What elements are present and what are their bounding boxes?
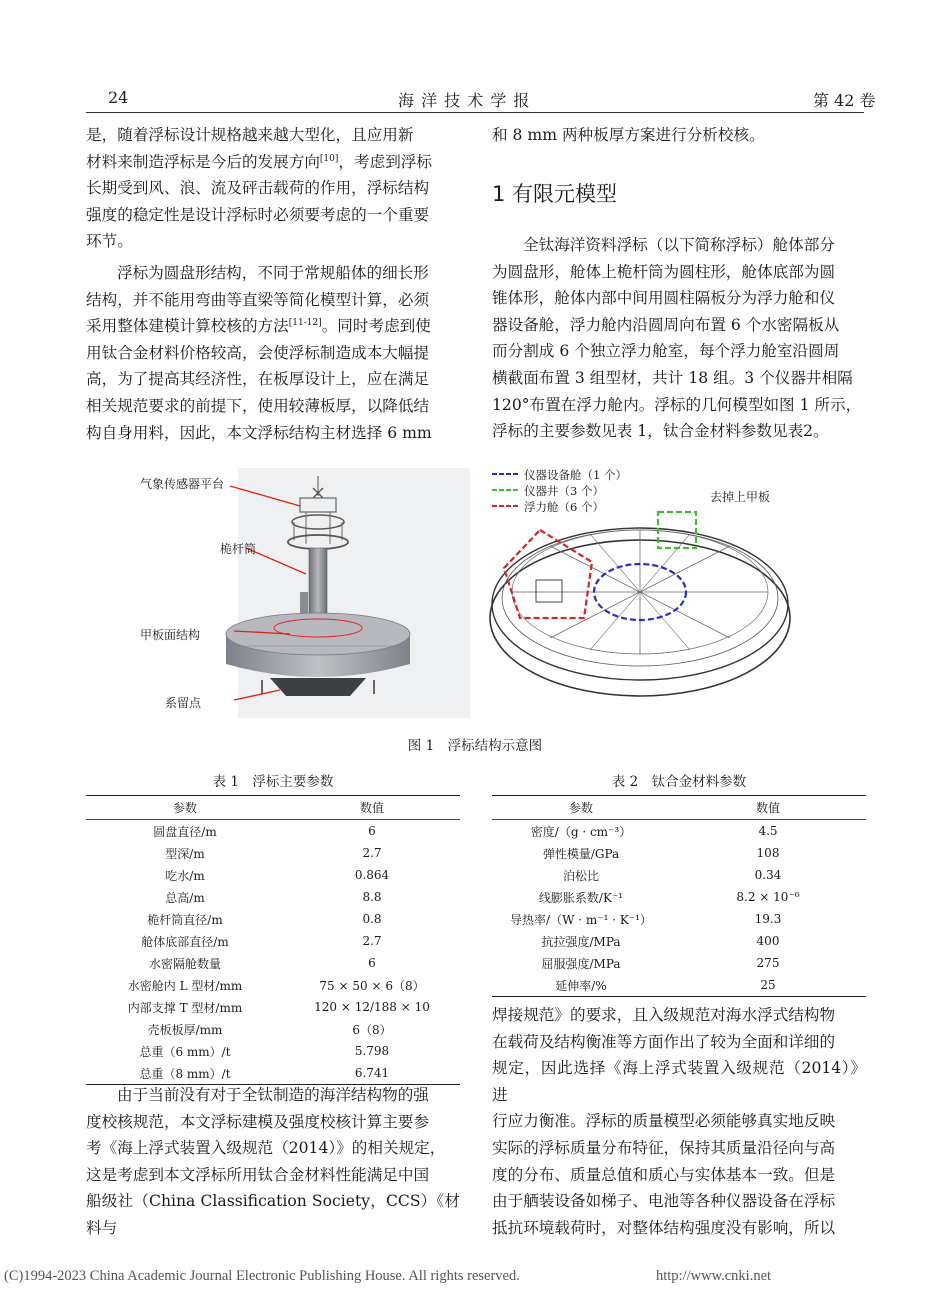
legend-instrument-well: 仪器井（3 个） (524, 484, 604, 498)
value-cell: 2.7 (362, 846, 382, 860)
table-row (492, 886, 866, 908)
journal-name: 海 洋 技 术 学 报 (398, 91, 531, 110)
table-row (492, 908, 866, 930)
label-weather-platform: 气象传感器平台 (140, 477, 225, 491)
value-cell: 19.3 (754, 912, 782, 926)
legend-instrument-cabin: 仪器设备舱（1 个） (524, 468, 627, 482)
table-row (86, 952, 460, 974)
value-cell: 25 (670, 974, 866, 997)
right-paragraph-3: 焊接规范》的要求，且入级规范对海水浮式结构物 在载荷及结构衡准等方面作出了较为全面和详细的 规定，因此选择《海上浮式装置入级规范（2014）》进 行应力衡准。浮标的质量模型必须能够真实地反映 实际的浮标质量分布特征，保持其质量沿径向与高 度的分布、质量总值和质心与实体基本一致。但是 由于舾装设备如梯子、电池等各种仪器设备在浮标 抵抗环境载荷时，对整体结构强度没有影响，所以 (492, 1006, 866, 1237)
table-2 (492, 795, 866, 997)
citation-10: [10] (319, 153, 339, 164)
param-cell: 桅杆筒直径/m (147, 912, 223, 927)
legend-buoyancy-cabin: 浮力舱（6 个） (524, 500, 604, 514)
param-cell: 内部支撑 T 型材/mm (127, 1000, 243, 1015)
param-cell: 密度/（g · cm⁻³） (530, 824, 632, 839)
value-cell: 0.8 (362, 912, 382, 926)
table-row (492, 864, 866, 886)
value-cell: 0.864 (354, 868, 390, 882)
param-cell: 舱体底部直径/m (141, 934, 229, 949)
param-cell: 弹性模量/GPa (542, 846, 620, 861)
table-1 (86, 795, 460, 1085)
param-cell: 壳板板厚/mm (147, 1022, 223, 1037)
value-cell: 108 (756, 846, 780, 860)
value-cell: 6（8） (352, 1022, 392, 1037)
table-row (492, 974, 866, 997)
param-cell: 水密隔舱数量 (148, 956, 221, 971)
value-cell: 6 (368, 956, 376, 970)
value-cell: 75 × 50 × 6（8） (319, 978, 425, 993)
param-cell: 屈服强度/MPa (541, 956, 621, 971)
table-row (86, 930, 460, 952)
param-cell: 总重（6 mm）/t (139, 1044, 231, 1059)
param-cell: 抗拉强度/MPa (541, 934, 621, 949)
column-header-param: 参数 (172, 801, 197, 815)
value-cell: 400 (756, 934, 780, 948)
table-row (492, 930, 866, 952)
citation-11-12: [11-12] (288, 318, 322, 328)
table-1-title: 表 1 浮标主要参数 (212, 774, 334, 790)
table-2-title: 表 2 钛合金材料参数 (611, 774, 747, 790)
param-cell: 吃水/m (165, 868, 205, 883)
value-cell: 0.34 (754, 868, 782, 882)
param-cell: 导热率/（W · m⁻¹ · K⁻¹） (510, 912, 652, 927)
table-row (86, 1040, 460, 1062)
column-header-param: 参数 (568, 801, 593, 815)
section-heading: 1 有限元模型 (492, 182, 618, 206)
label-deck-structure: 甲板面结构 (140, 628, 201, 642)
left-paragraph-1: 是，随着浮标设计规格越来越大型化，且应用新 材料来制造浮标是今后的发展方向[10]，考虑到浮标 长期受到风、浪、流及砰击载荷的作用，浮标结构 强度的稳定性是设计浮标时必须要考虑的一个重要 环节。 (86, 126, 432, 251)
left-paragraph-2: 浮标为圆盘形结构，不同于常规船体的细长形 结构，并不能用弯曲等直梁等简化模型计算，必须 采用整体建模计算校核的方法[11-12]。同时考虑到使 用钛合金材料价格较高，会使浮标制造成本大幅提 高，为了提高其经济性，在板厚设计上，应在满足 相关规范要求的前提下，使用较薄板厚，以降低结 构自身用料，因此，本文浮标结构主材选择 6 mm (86, 264, 432, 442)
param-cell: 总重（8 mm）/t (86, 1062, 284, 1085)
buoy-3d-model-figure (130, 468, 470, 718)
table-row (86, 820, 460, 843)
param-cell: 延伸率/% (492, 974, 670, 997)
table-header-row (492, 796, 866, 820)
table-header-row (86, 796, 460, 820)
table-row (86, 996, 460, 1018)
table-row (86, 864, 460, 886)
value-cell: 4.5 (758, 824, 778, 838)
volume-label: 第 42 卷 (813, 91, 876, 110)
value-cell: 120 × 12/188 × 10 (314, 1000, 430, 1014)
param-cell: 线膨胀系数/K⁻¹ (538, 890, 624, 905)
table-row (492, 820, 866, 843)
table-row (492, 842, 866, 864)
table-row (86, 886, 460, 908)
value-cell: 5.798 (354, 1044, 390, 1058)
page-number: 24 (108, 88, 129, 107)
figure-1-caption: 图 1 浮标结构示意图 (407, 738, 543, 754)
table-row (86, 908, 460, 930)
label-remove-deck: 去掉上甲板 (710, 490, 771, 504)
right-paragraph-1: 和 8 mm 两种板厚方案进行分析校核。 (492, 126, 765, 144)
table-row (86, 842, 460, 864)
table-row (86, 1018, 460, 1040)
value-cell: 6 (368, 824, 376, 838)
header-rule (86, 112, 864, 113)
value-cell: 6.741 (284, 1062, 460, 1085)
param-cell: 圆盘直径/m (153, 824, 217, 839)
left-paragraph-3: 由于当前没有对于全钛制造的海洋结构物的强 度校核规范，本文浮标建模及强度校核计算主要参 考《海上浮式装置入级规范（2014）》的相关规定， 这是考虑到本文浮标所用钛合金材料性能满足中国 船级社（China Classification Society，CCS）《材料与 (86, 1086, 460, 1237)
column-header-value: 数值 (755, 801, 780, 815)
param-cell: 水密舱内 L 型材/mm (127, 978, 243, 993)
param-cell: 总高/m (165, 890, 205, 905)
copyright-notice: (C)1994-2023 China Academic Journal Electronic Publishing House. All rights reserved. (4, 1268, 520, 1284)
table-row (492, 952, 866, 974)
value-cell: 275 (756, 956, 780, 970)
param-cell: 型深/m (165, 846, 205, 861)
value-cell: 8.8 (362, 890, 382, 904)
column-header-value: 数值 (359, 801, 384, 815)
value-cell: 2.7 (362, 934, 382, 948)
right-paragraph-2: 全钛海洋资料浮标（以下简称浮标）舱体部分 为圆盘形，舱体上桅杆筒为圆柱形，舱体底部为圆 锥体形，舱体内部中间用圆柱隔板分为浮力舱和仪 器设备舱，浮力舱内沿圆周向布置 6 个水密隔板从 而分割成 6 个独立浮力舱室，每个浮力舱室沿圆周 横截面布置 3 组型材，共计 18 组。3 个仪器井相隔 120°布置在浮力舱内。浮标的几何模型如图 1 所示， 浮标的主要参数见表 1，钛合金材料参数见表2。 (492, 236, 862, 441)
label-mooring-point: 系留点 (165, 696, 202, 710)
value-cell: 8.2 × 10⁻⁶ (736, 890, 800, 904)
table-row (86, 974, 460, 996)
label-mast: 桅杆筒 (220, 542, 257, 556)
param-cell: 泊松比 (562, 868, 599, 883)
cnki-link[interactable]: http://www.cnki.net (656, 1268, 772, 1284)
